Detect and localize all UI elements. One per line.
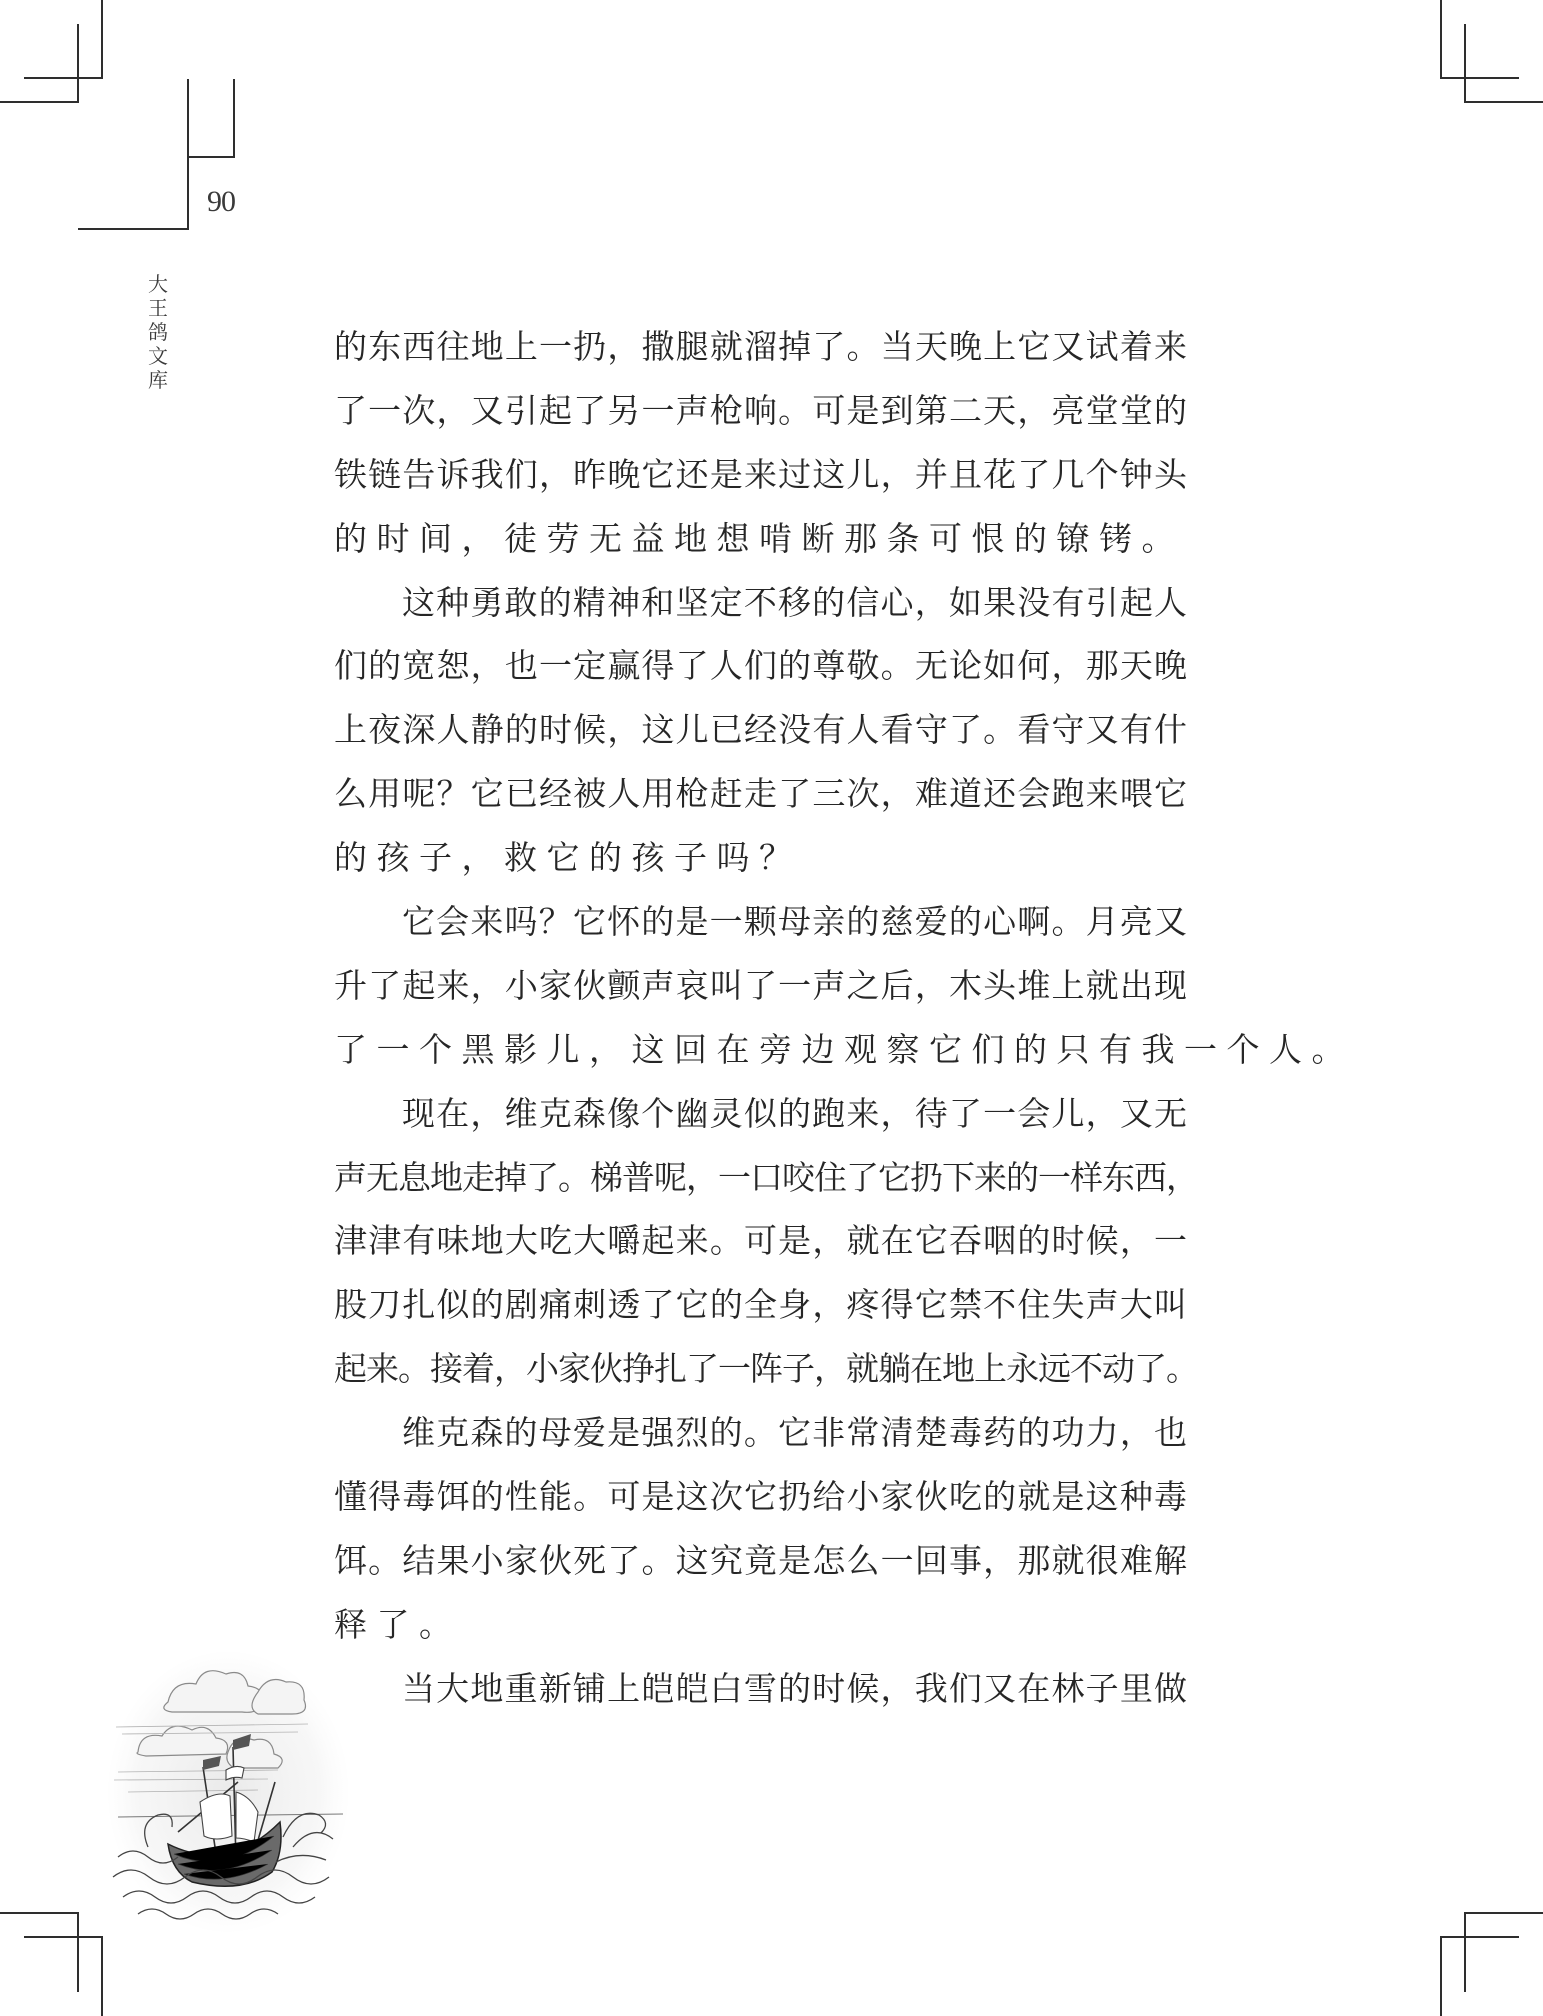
header-bracket-line (187, 79, 189, 230)
text-line: 起来。接着，小家伙挣扎了一阵子，就躺在地上永远不动了。 (334, 1349, 1198, 1389)
crop-mark-line (24, 77, 103, 79)
crop-mark-line (0, 1912, 79, 1914)
crop-mark-line (1464, 24, 1466, 103)
running-title-char: 鸽 (148, 320, 168, 344)
crop-mark-line (24, 1936, 103, 1938)
text-line: 们的宽恕，也一定赢得了人们的尊敬。无论如何，那天晚 (334, 646, 1187, 686)
header-bracket-line (233, 79, 235, 158)
text-line: 现在，维克森像个幽灵似的跑来，待了一会儿，又无 (402, 1093, 1187, 1133)
crop-mark-line (1440, 1936, 1442, 2016)
sailing-ship-illustration (108, 1632, 358, 1932)
text-line: 懂得毒饵的性能。可是这次它扔给小家伙吃的就是这种毒 (334, 1477, 1187, 1517)
running-title-char: 王 (148, 296, 168, 320)
header-bracket-line (187, 156, 235, 158)
text-line: 了一个黑影儿，这回在旁边观察它们的只有我一个人。 (334, 1029, 1354, 1069)
text-line: 股刀扎似的剧痛刺透了它的全身，疼得它禁不住失声大叫 (334, 1285, 1187, 1325)
crop-mark-line (1440, 77, 1519, 79)
text-line: 当大地重新铺上皑皑白雪的时候，我们又在林子里做 (402, 1668, 1187, 1708)
paragraph (334, 890, 1354, 1082)
text-line: 津津有味地大吃大嚼起来。可是，就在它吞咽的时候，一 (334, 1221, 1187, 1261)
crop-mark-line (1440, 1936, 1519, 1938)
text-line: 释了。 (334, 1604, 462, 1644)
paragraph (334, 1657, 1187, 1721)
text-line: 了一次，又引起了另一声枪响。可是到第二天，亮堂堂的 (334, 390, 1187, 430)
paragraph (334, 571, 1187, 890)
header-bracket-line (78, 228, 189, 230)
text-line: 上夜深人静的时候，这儿已经没有人看守了。看守又有什 (334, 710, 1187, 750)
text-line: 这种勇敢的精神和坚定不移的信心，如果没有引起人 (402, 582, 1187, 622)
text-line: 维克森的母爱是强烈的。它非常清楚毒药的功力，也 (402, 1413, 1187, 1453)
paragraph (334, 1082, 1198, 1401)
text-line: 它会来吗？它怀的是一颗母亲的慈爱的心啊。月亮又 (402, 902, 1187, 942)
text-line: 饵。结果小家伙死了。这究竟是怎么一回事，那就很难解 (334, 1540, 1187, 1580)
crop-mark-line (101, 0, 103, 79)
paragraph (334, 315, 1187, 571)
text-line: 的东西往地上一扔，撒腿就溜掉了。当天晚上它又试着来 (334, 327, 1187, 366)
running-title (146, 272, 170, 392)
crop-mark-line (1464, 1912, 1543, 1914)
running-title-char: 大 (148, 272, 168, 296)
page-number: 90 (207, 185, 235, 218)
crop-mark-line (0, 101, 79, 103)
text-line: 声无息地走掉了。梯普呢，一口咬住了它扔下来的一样东西， (334, 1157, 1198, 1197)
running-title-char: 库 (148, 368, 168, 392)
body-text (334, 315, 1354, 1721)
text-line: 的时间，徒劳无益地想啃断那条可恨的镣铐。 (334, 518, 1184, 558)
crop-mark-line (1464, 101, 1543, 103)
crop-mark-line (101, 1936, 103, 2016)
crop-mark-line (1440, 0, 1442, 79)
crop-mark-line (77, 24, 79, 103)
sailing-ship-on-waves-engraving-icon (108, 1632, 358, 1932)
text-line: 铁链告诉我们，昨晚它还是来过这儿，并且花了几个钟头 (334, 454, 1187, 494)
paragraph (334, 1401, 1187, 1657)
text-line: 升了起来，小家伙颤声哀叫了一声之后，木头堆上就出现 (334, 965, 1187, 1005)
crop-mark-line (77, 1912, 79, 1992)
text-line: 的孩子，救它的孩子吗？ (334, 838, 802, 878)
running-title-char: 文 (148, 344, 168, 368)
text-line: 么用呢？它已经被人用枪赶走了三次，难道还会跑来喂它 (334, 774, 1187, 814)
crop-mark-line (1464, 1912, 1466, 1992)
